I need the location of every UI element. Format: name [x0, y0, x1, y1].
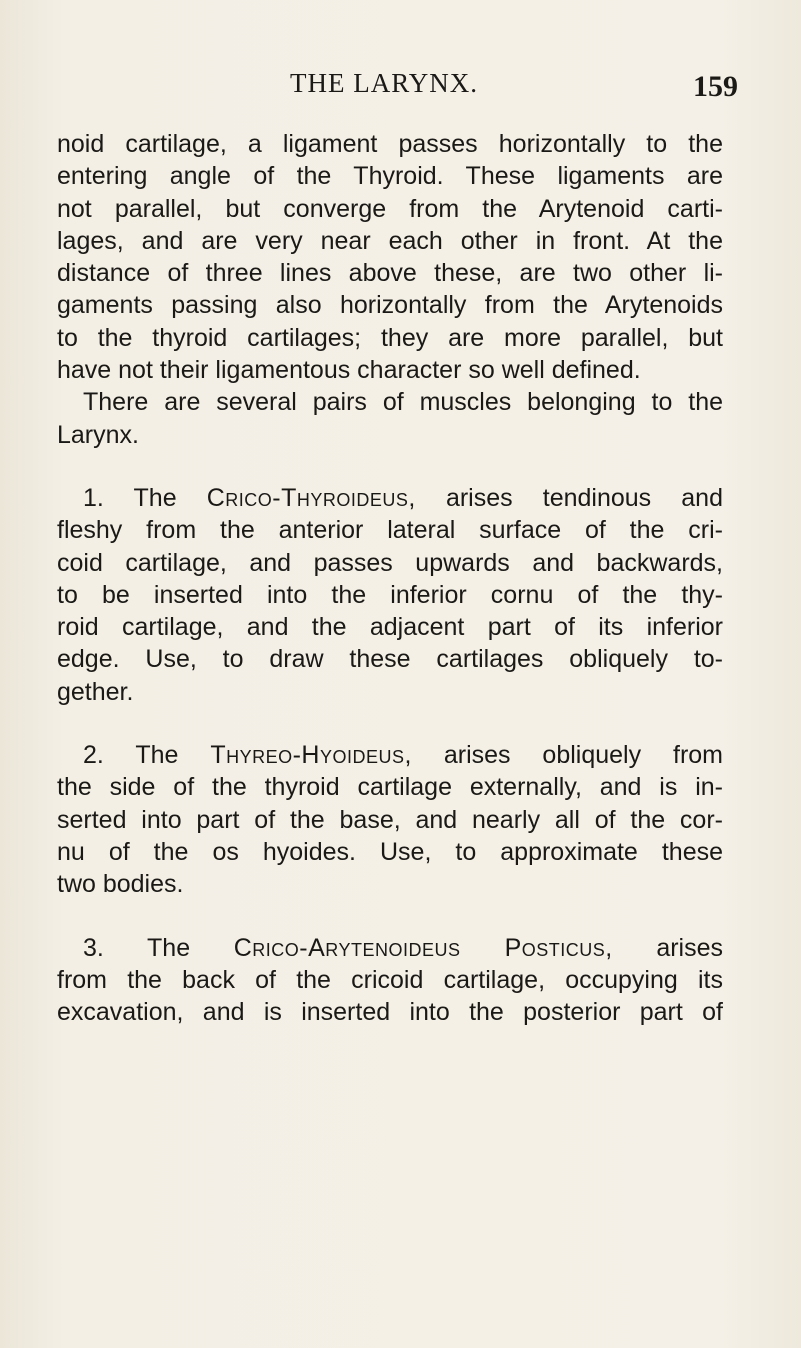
- text-line: Larynx.: [57, 420, 139, 449]
- text-line: noid cartilage, a ligament passes horizontally to the: [57, 130, 723, 158]
- paragraph-thyreo-hyoideus: [57, 739, 723, 900]
- paragraph-crico-thyroideus: [57, 482, 723, 708]
- text-line: to be inserted into the inferior cornu of the thy-: [57, 580, 723, 609]
- muscle-name: Thyreo-Hyoideus,: [210, 741, 412, 770]
- text-line: not parallel, but converge from the Arytenoid carti-: [57, 194, 723, 223]
- text-line: from the back of the cricoid cartilage, occupying its: [57, 965, 723, 994]
- text-line-first: [57, 739, 723, 771]
- text-line: serted into part of the base, and nearly all of the cor-: [57, 805, 723, 834]
- text-line: There are several pairs of muscles belonging to the: [83, 388, 723, 417]
- muscle-name: Crico-Arytenoideus Posticus,: [233, 933, 613, 962]
- text-line: to the thyroid cartilages; they are more parallel, but: [57, 323, 723, 352]
- text-line: fleshy from the anterior lateral surface of the cri-: [57, 516, 723, 545]
- text-line: gether.: [57, 677, 134, 706]
- first-line-rest: arises: [656, 933, 723, 962]
- body-text: [57, 128, 723, 1028]
- text-line-first: [57, 932, 723, 964]
- lead-word: The: [147, 933, 191, 962]
- lead-word: The: [133, 483, 177, 512]
- item-number: 1.: [83, 483, 104, 512]
- text-line: have not their ligamentous character so well defined.: [57, 356, 641, 385]
- paragraph-crico-arytenoideus-posticus: [57, 932, 723, 1029]
- text-line: coid cartilage, and passes upwards and backwards,: [57, 548, 723, 577]
- first-line-rest: arises tendinous and: [445, 483, 723, 512]
- page-number: 159: [693, 70, 738, 103]
- text-line: entering angle of the Thyroid. These ligaments are: [57, 162, 723, 191]
- text-line: distance of three lines above these, are two other li-: [57, 259, 723, 288]
- text-line: excavation, and is inserted into the posterior part of: [57, 998, 723, 1027]
- paragraph-intro-muscles: [57, 386, 723, 451]
- item-number: 3.: [83, 933, 104, 962]
- running-head: [58, 62, 738, 106]
- text-line: gaments passing also horizontally from the Arytenoids: [57, 291, 723, 320]
- text-line: two bodies.: [57, 870, 184, 899]
- text-line: nu of the os hyoides. Use, to approximate these: [57, 837, 723, 866]
- text-line-first: [57, 482, 723, 514]
- text-line: the side of the thyroid cartilage externally, and is in-: [57, 773, 723, 802]
- text-line: roid cartilage, and the adjacent part of its inferior: [57, 613, 723, 642]
- first-line-rest: arises obliquely from: [443, 741, 724, 770]
- text-line: edge. Use, to draw these cartilages obliquely to-: [57, 645, 723, 674]
- muscle-name: Crico-Thyroideus,: [206, 483, 416, 512]
- text-line: lages, and are very near each other in front. At the: [57, 226, 723, 255]
- paragraph-continuation: [57, 128, 723, 386]
- running-title: THE LARYNX.: [290, 68, 478, 98]
- item-number: 2.: [83, 741, 104, 770]
- lead-word: The: [135, 741, 179, 770]
